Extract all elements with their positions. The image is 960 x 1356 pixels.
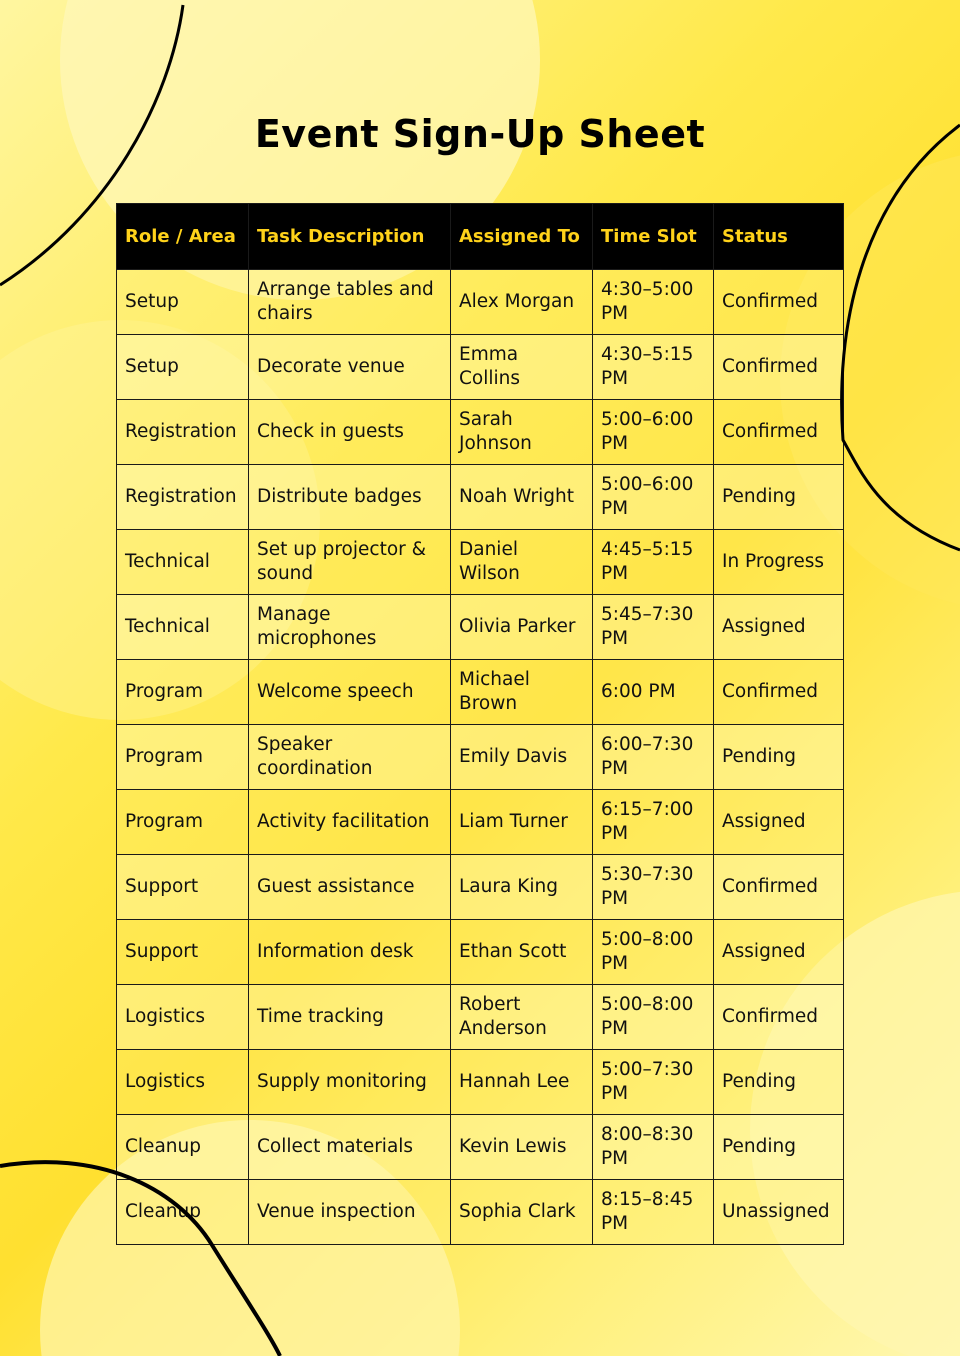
- cell-task: Time tracking: [249, 985, 451, 1050]
- cell-assigned: Robert Anderson: [451, 985, 593, 1050]
- header-role: Role / Area: [117, 204, 249, 270]
- cell-status: Pending: [714, 465, 844, 530]
- cell-assigned: Daniel Wilson: [451, 530, 593, 595]
- cell-time: 5:00–6:00 PM: [593, 400, 714, 465]
- cell-role: Logistics: [117, 1050, 249, 1115]
- cell-role: Registration: [117, 465, 249, 530]
- table-row: [117, 920, 844, 985]
- table-row: [117, 1050, 844, 1115]
- cell-time: 4:30–5:15 PM: [593, 335, 714, 400]
- cell-status: Assigned: [714, 595, 844, 660]
- cell-status: In Progress: [714, 530, 844, 595]
- cell-status: Assigned: [714, 920, 844, 985]
- cell-assigned: Michael Brown: [451, 660, 593, 725]
- cell-task: Manage microphones: [249, 595, 451, 660]
- table-row: [117, 1115, 844, 1180]
- signup-table: [116, 203, 844, 1245]
- cell-assigned: Emma Collins: [451, 335, 593, 400]
- cell-time: 4:45–5:15 PM: [593, 530, 714, 595]
- cell-role: Support: [117, 920, 249, 985]
- cell-task: Distribute badges: [249, 465, 451, 530]
- cell-time: 8:15–8:45 PM: [593, 1180, 714, 1245]
- header-time: Time Slot: [593, 204, 714, 270]
- table-row: [117, 400, 844, 465]
- cell-status: Confirmed: [714, 985, 844, 1050]
- cell-time: 5:00–6:00 PM: [593, 465, 714, 530]
- cell-time: 6:00–7:30 PM: [593, 725, 714, 790]
- cell-status: Unassigned: [714, 1180, 844, 1245]
- cell-task: Venue inspection: [249, 1180, 451, 1245]
- header-task: Task Description: [249, 204, 451, 270]
- cell-status: Confirmed: [714, 855, 844, 920]
- cell-status: Assigned: [714, 790, 844, 855]
- cell-assigned: Liam Turner: [451, 790, 593, 855]
- cell-status: Confirmed: [714, 660, 844, 725]
- cell-role: Setup: [117, 335, 249, 400]
- cell-time: 4:30–5:00 PM: [593, 270, 714, 335]
- cell-status: Pending: [714, 1050, 844, 1115]
- cell-assigned: Laura King: [451, 855, 593, 920]
- cell-task: Set up projector & sound: [249, 530, 451, 595]
- cell-status: Confirmed: [714, 400, 844, 465]
- cell-status: Pending: [714, 725, 844, 790]
- cell-task: Welcome speech: [249, 660, 451, 725]
- cell-role: Support: [117, 855, 249, 920]
- cell-time: 5:00–8:00 PM: [593, 985, 714, 1050]
- cell-assigned: Emily Davis: [451, 725, 593, 790]
- header-assigned: Assigned To: [451, 204, 593, 270]
- cell-role: Cleanup: [117, 1115, 249, 1180]
- cell-assigned: Sophia Clark: [451, 1180, 593, 1245]
- table-row: [117, 530, 844, 595]
- cell-time: 5:45–7:30 PM: [593, 595, 714, 660]
- cell-time: 8:00–8:30 PM: [593, 1115, 714, 1180]
- cell-time: 5:00–7:30 PM: [593, 1050, 714, 1115]
- cell-status: Confirmed: [714, 270, 844, 335]
- table-row: [117, 270, 844, 335]
- cell-role: Technical: [117, 595, 249, 660]
- table-row: [117, 1180, 844, 1245]
- cell-role: Program: [117, 660, 249, 725]
- cell-task: Information desk: [249, 920, 451, 985]
- cell-task: Collect materials: [249, 1115, 451, 1180]
- cell-role: Registration: [117, 400, 249, 465]
- cell-status: Confirmed: [714, 335, 844, 400]
- table-row: [117, 985, 844, 1050]
- table-row: [117, 465, 844, 530]
- cell-task: Decorate venue: [249, 335, 451, 400]
- cell-role: Program: [117, 790, 249, 855]
- cell-task: Supply monitoring: [249, 1050, 451, 1115]
- cell-role: Logistics: [117, 985, 249, 1050]
- page-title: Event Sign-Up Sheet: [254, 112, 706, 156]
- table-header-row: [117, 204, 844, 270]
- cell-time: 5:00–8:00 PM: [593, 920, 714, 985]
- cell-task: Arrange tables and chairs: [249, 270, 451, 335]
- cell-assigned: Noah Wright: [451, 465, 593, 530]
- cell-assigned: Kevin Lewis: [451, 1115, 593, 1180]
- header-status: Status: [714, 204, 844, 270]
- cell-task: Check in guests: [249, 400, 451, 465]
- cell-role: Program: [117, 725, 249, 790]
- cell-task: Speaker coordination: [249, 725, 451, 790]
- cell-time: 5:30–7:30 PM: [593, 855, 714, 920]
- cell-time: 6:15–7:00 PM: [593, 790, 714, 855]
- cell-role: Technical: [117, 530, 249, 595]
- cell-assigned: Ethan Scott: [451, 920, 593, 985]
- cell-time: 6:00 PM: [593, 660, 714, 725]
- cell-assigned: Olivia Parker: [451, 595, 593, 660]
- cell-assigned: Hannah Lee: [451, 1050, 593, 1115]
- table-row: [117, 660, 844, 725]
- cell-status: Pending: [714, 1115, 844, 1180]
- cell-task: Activity facilitation: [249, 790, 451, 855]
- table-row: [117, 790, 844, 855]
- table-row: [117, 595, 844, 660]
- cell-assigned: Sarah Johnson: [451, 400, 593, 465]
- cell-role: Setup: [117, 270, 249, 335]
- table-row: [117, 855, 844, 920]
- table-row: [117, 335, 844, 400]
- cell-assigned: Alex Morgan: [451, 270, 593, 335]
- cell-role: Cleanup: [117, 1180, 249, 1245]
- cell-task: Guest assistance: [249, 855, 451, 920]
- table-row: [117, 725, 844, 790]
